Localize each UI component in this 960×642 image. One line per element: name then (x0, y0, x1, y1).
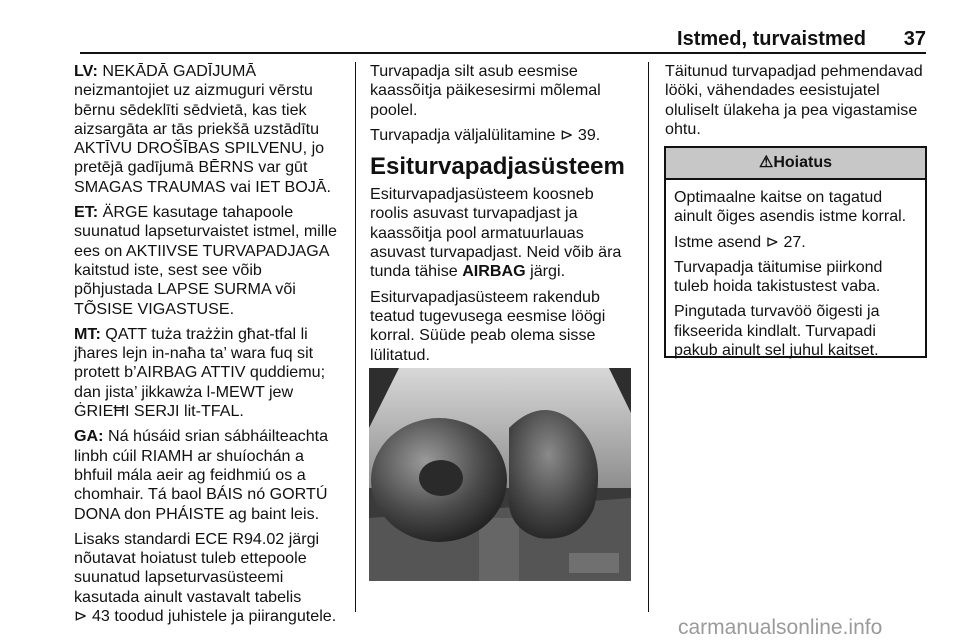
warning-paragraph: Optimaalne kaitse on tagatud ainult õiges asendis istme korral. (674, 189, 907, 226)
paragraph-ga (74, 427, 344, 523)
paragraph-lv (74, 62, 344, 197)
warning-box (664, 146, 927, 358)
section-heading: Esiturvapadjasüsteem (370, 153, 625, 181)
language-label: ET: (74, 203, 99, 222)
deployment-description: Esiturvapadjasüsteem rakendub teatud tugevusega eesmise löögi korral. Süüde peab olema sisse lülitatud. (370, 287, 606, 364)
warning-paragraph: Turvapadja täitumise piirkond tuleb hoida takistustest vaba. (674, 258, 883, 296)
paragraph-et (74, 203, 344, 319)
column-2 (370, 62, 635, 371)
paragraph-text: Ná húsáid srian sábháilteachta linbh cúil RIAMH ar shuíochán a bhfuil mála aeir ag feidhmiú os a chomhair. Tá baol BÁIS nó GORTÚ DONA don PHÁISTE ag baint leis. (74, 427, 329, 523)
warning-header (666, 148, 925, 180)
language-label: LV: (74, 62, 98, 80)
column-3 (665, 62, 930, 145)
label-location-text: Turvapadja silt asub eesmise kaassõitja päikesesirmi mõlemal poolel. (370, 62, 601, 119)
warning-paragraph: Pingutada turvavöö õigesti ja fikseerida kindlalt. Turvapadi pakub ainult sel juhul kaitset. (674, 303, 880, 360)
column-1 (74, 62, 344, 632)
paragraph-text: Esiturvapadjasüsteem koosneb roolis asuvast turvapadjast ja kaassõitja pool armatuurlauas asuvast turvapadjast. Neid võib ära tunda tähise (370, 185, 622, 281)
paragraph-text: QATT tuża trażżin għat-tfal li jħares lejn in-naħa ta’ wara fuq sit protett b’AIRBAG ATTIV quddiemu; dan jista’ jikkawża l-MEWT jew ĠRIEĦI SERJI lit-TFAL. (74, 324, 326, 421)
warning-body (666, 180, 925, 360)
warning-triangle-icon: ⚠ (758, 154, 774, 171)
paragraph-text: NEKĀDĀ GADĪJUMĀ neizmantojiet uz aizmuguri vērstu bērnu sēdeklīti sēdvietā, kas tiek aizsargāta ar tās priekšā uzstādītu AKTĪVU DROŠĪBAS SPILVENU, jo pretējā gadījumā BĒRNS var gūt SMAGAS TRAUMAS vai IET BOJĀ. (74, 62, 331, 196)
language-label: GA: (74, 427, 104, 446)
inflated-airbag-text: Täitunud turvapadjad pehmendavad lööki, vähendades eesistujatel oluliselt ülakeha ja pea vigastamise ohtu. (665, 62, 923, 138)
header-rule (80, 52, 926, 54)
page-header (80, 26, 926, 48)
paragraph-mt (74, 325, 344, 421)
switch-reference[interactable]: Turvapadja väljalülitamine ⊳ 39. (370, 125, 601, 144)
airbag-marking: AIRBAG (462, 262, 526, 281)
paragraph-text: järgi. (530, 262, 566, 281)
column-divider-1 (355, 62, 356, 612)
warning-seat-reference[interactable]: Istme asend ⊳ 27. (674, 233, 806, 251)
airbag-deployment-photo (369, 368, 631, 581)
system-description (370, 185, 635, 281)
column-divider-2 (648, 62, 649, 612)
paragraph-text: ÄRGE kasutage tahapoole suunatud lapseturvaistet istmel, mille ees on AKTIIVSE TURVAPADJAGA kaitstud iste, sest see võib põhjustada LAPSE SURMA või TÕSISE VIGASTUSE. (74, 203, 337, 318)
airbag-illustration (369, 368, 631, 581)
page-reference-link[interactable]: ⊳ 43 toodud juhistele ja piirangutele. (74, 607, 337, 626)
watermark: carmanualsonline.info (678, 616, 883, 639)
paragraph-text: Lisaks standardi ECE R94.02 järgi nõutavat hoiatust tuleb ettepoole suunatud lapseturvasüsteemi kasutada ainult vastavalt tabelis (74, 529, 320, 606)
language-label: MT: (74, 324, 101, 343)
warning-title: Hoiatus (773, 154, 832, 171)
page-number: 37 (903, 28, 926, 50)
section-title-header: Istmed, turvaistmed (677, 28, 866, 50)
paragraph-ece (74, 530, 344, 626)
